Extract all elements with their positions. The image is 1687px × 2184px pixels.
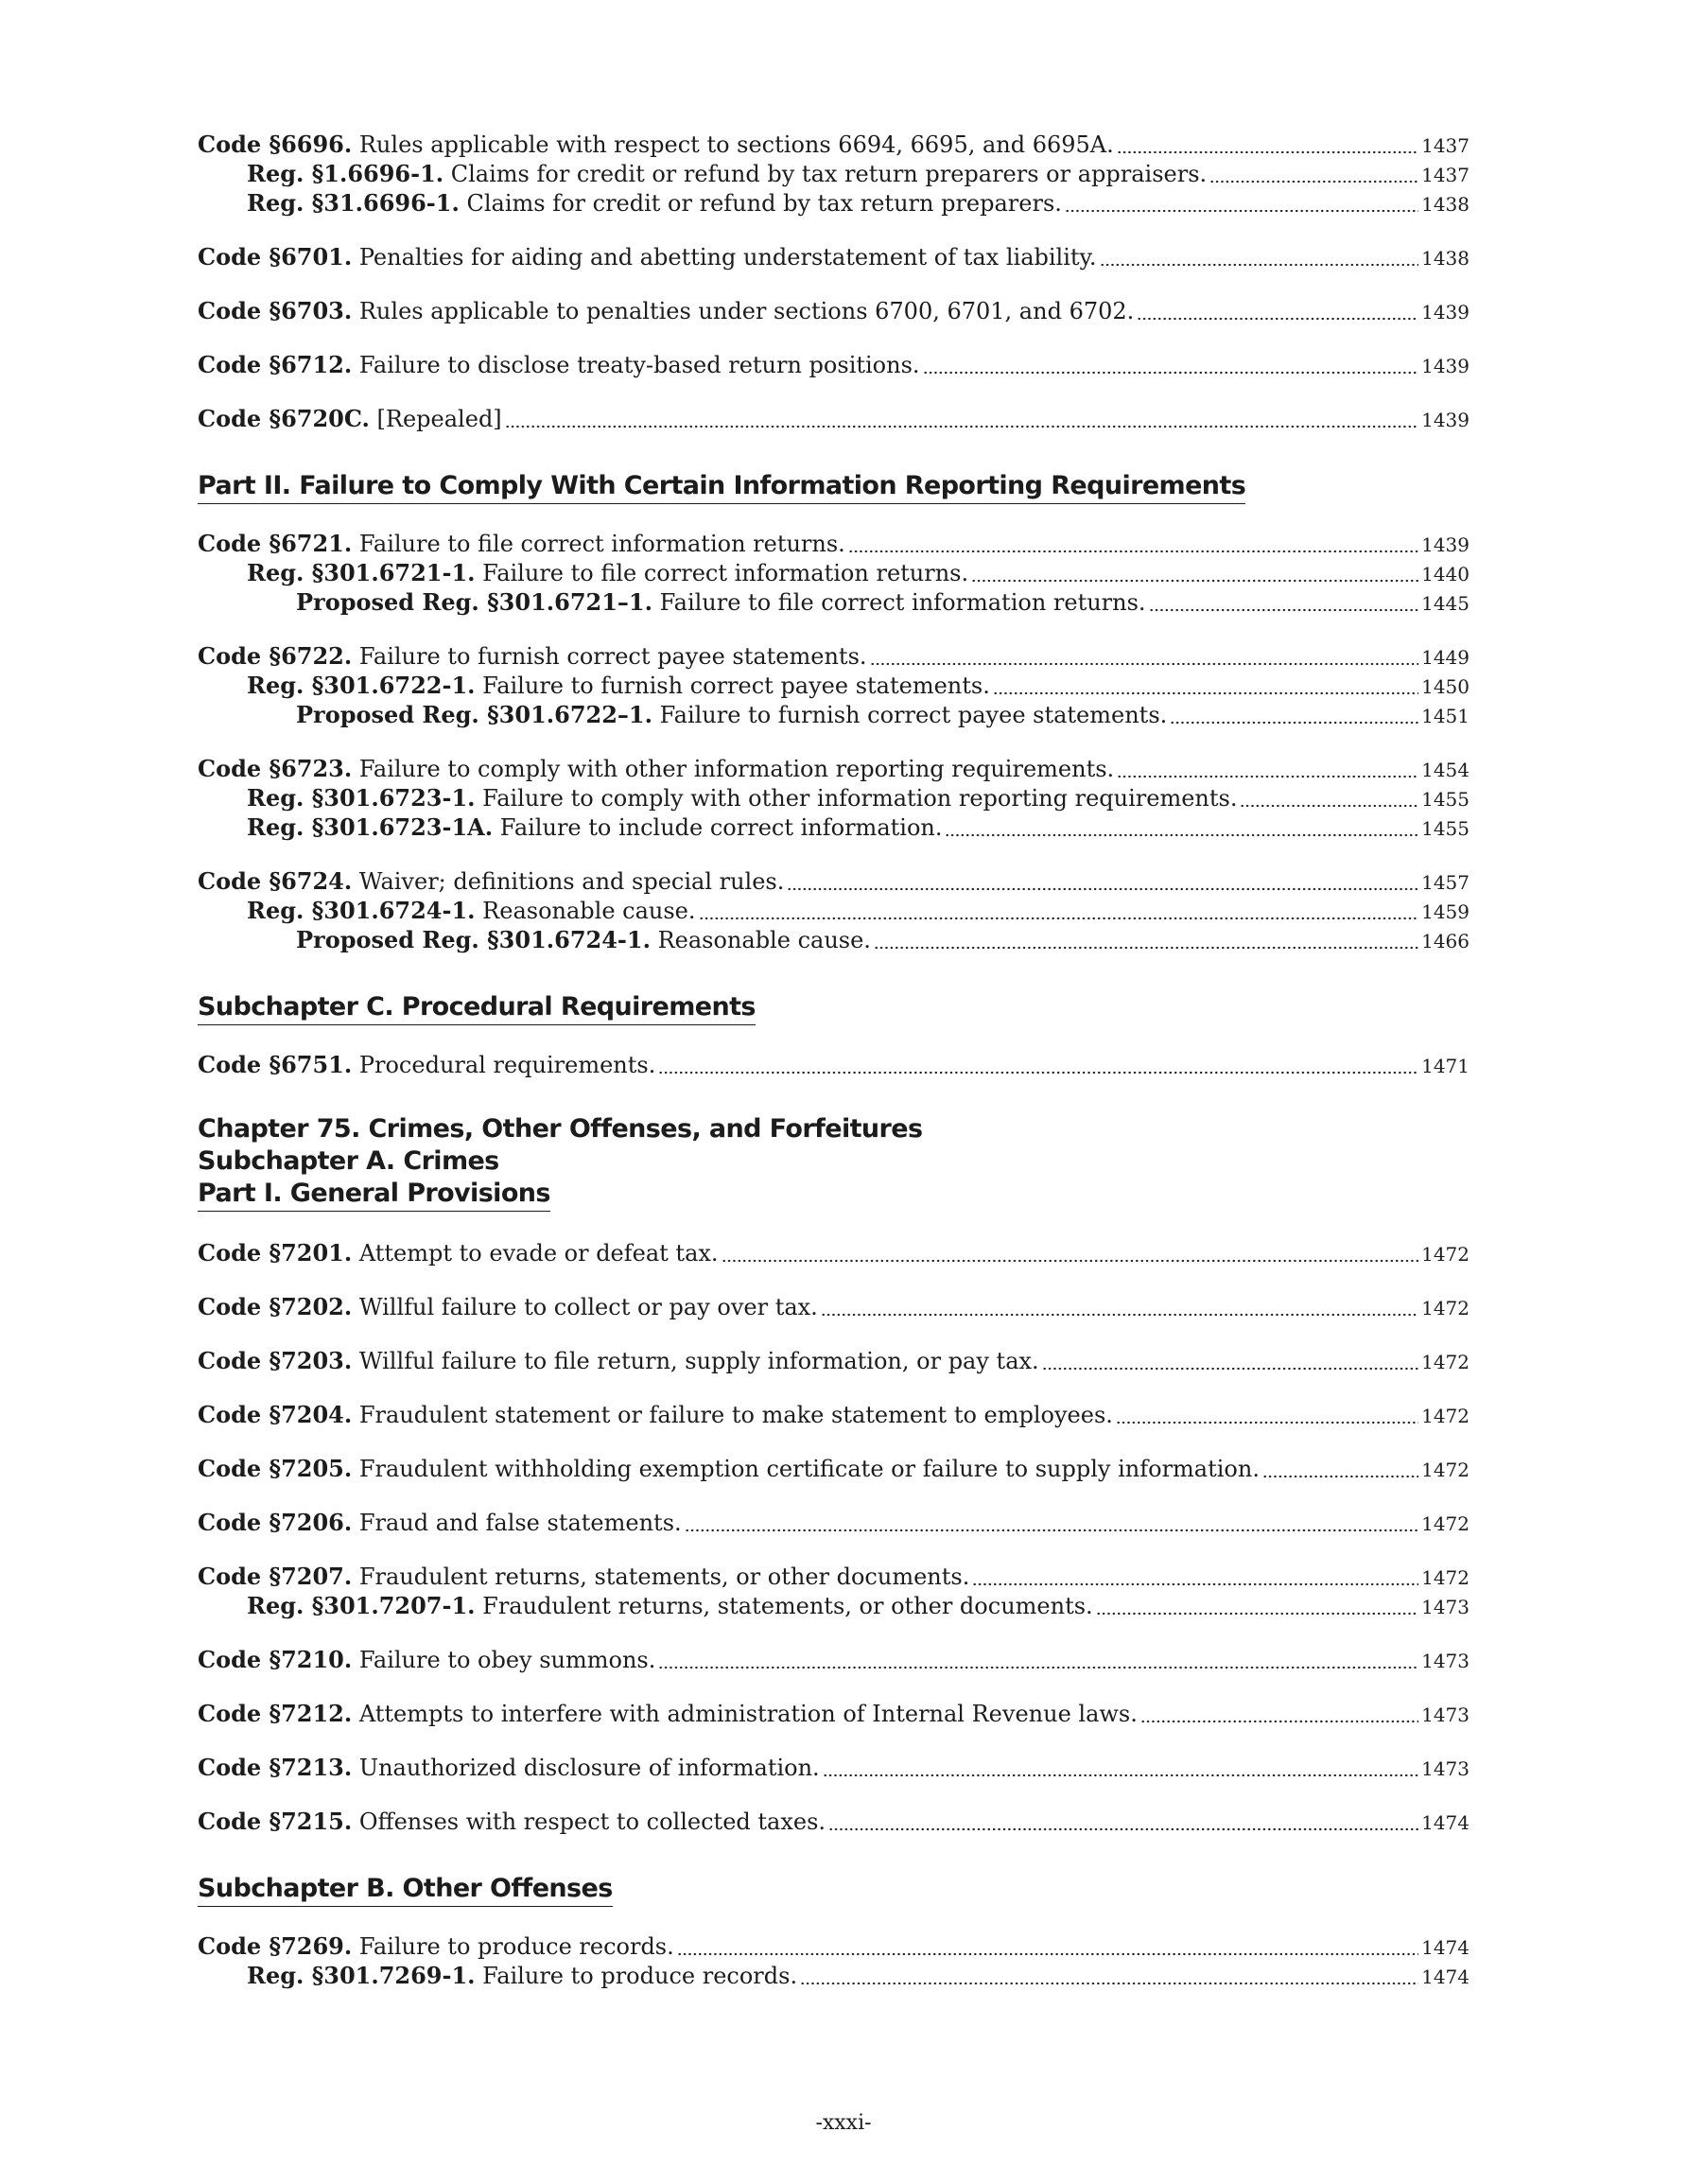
dot-leader <box>1170 700 1418 730</box>
section-heading: Part II. Failure to Comply With Certain Information Reporting Requirements <box>198 470 1245 504</box>
dot-leader <box>923 350 1419 380</box>
entry-code: Code §6701. <box>198 243 353 271</box>
toc-entry <box>198 1400 1470 1430</box>
entry-title: Rules applicable to penalties under sections 6700, 6701, and 6702. <box>358 298 1135 324</box>
entry-page: 1439 <box>1421 533 1470 556</box>
toc-entry <box>198 754 1470 784</box>
toc-entry <box>247 558 1470 588</box>
page-number: -xxxi- <box>815 2111 872 2135</box>
entry-code: Code §6723. <box>198 755 353 782</box>
toc-entry <box>247 188 1470 218</box>
entry-page: 1439 <box>1421 301 1470 323</box>
dot-leader <box>1137 296 1418 326</box>
entry-code: Code §6696. <box>198 131 353 158</box>
entry-code: Code §6703. <box>198 297 353 324</box>
toc-entry <box>247 896 1470 926</box>
entry-code: Code §7269. <box>198 1932 353 1960</box>
entry-code: Code §7205. <box>198 1455 353 1482</box>
dot-leader <box>870 641 1419 672</box>
entry-title: Willful failure to file return, supply information, or pay tax. <box>358 1348 1039 1374</box>
chapter-heading: Chapter 75. Crimes, Other Offenses, and Forfeitures <box>198 1114 923 1144</box>
entry-title: Offenses with respect to collected taxes. <box>358 1808 826 1835</box>
entry-code: Proposed Reg. §301.6722–1. <box>296 701 652 728</box>
entry-page: 1450 <box>1421 675 1470 698</box>
entry-title: Waiver; definitions and special rules. <box>358 868 785 895</box>
dot-leader <box>1100 242 1419 272</box>
entry-page: 1473 <box>1421 1704 1470 1726</box>
section-heading: Subchapter B. Other Offenses <box>198 1873 613 1907</box>
entry-code: Reg. §301.7269-1. <box>247 1962 476 1989</box>
entry-page: 1457 <box>1421 871 1470 894</box>
toc-entry <box>247 783 1470 813</box>
dot-leader <box>1117 130 1418 160</box>
entry-page: 1439 <box>1421 409 1470 431</box>
entry-code: Code §7203. <box>198 1347 353 1374</box>
entry-title: Willful failure to collect or pay over tax. <box>358 1294 818 1320</box>
entry-page: 1472 <box>1421 1405 1470 1427</box>
entry-code: Reg. §31.6696-1. <box>247 189 460 217</box>
dot-leader <box>685 1508 1418 1538</box>
entry-title: Failure to produce records. <box>482 1963 798 1989</box>
toc-entry <box>198 866 1470 897</box>
dot-leader <box>1116 1400 1418 1430</box>
entry-title: Failure to comply with other information reporting requirements. <box>482 785 1238 812</box>
dot-leader <box>848 529 1418 559</box>
entry-page: 1440 <box>1421 563 1470 585</box>
toc-entry <box>247 812 1470 843</box>
toc-entry <box>198 1346 1470 1376</box>
entry-page: 1445 <box>1421 592 1470 615</box>
toc-entry <box>247 159 1470 189</box>
entry-code: Reg. §301.6723-1A. <box>247 813 494 841</box>
toc-entry <box>198 1050 1470 1080</box>
dot-leader <box>1096 1591 1418 1621</box>
entry-title: Fraudulent returns, statements, or other documents. <box>358 1564 970 1590</box>
dot-leader <box>505 404 1418 434</box>
entry-code: Code §7201. <box>198 1239 353 1267</box>
entry-page: 1473 <box>1421 1757 1470 1780</box>
entry-title: Rules applicable with respect to sections 6694, 6695, and 6695A. <box>358 131 1114 158</box>
entry-code: Reg. §301.6724-1. <box>247 897 476 924</box>
entry-code: Code §7202. <box>198 1293 353 1320</box>
entry-title: Claims for credit or refund by tax return preparers. <box>466 190 1062 217</box>
entry-page: 1449 <box>1421 646 1470 669</box>
dot-leader <box>658 1050 1418 1080</box>
toc-entry <box>296 925 1470 955</box>
dot-leader <box>972 1562 1418 1592</box>
entry-page: 1439 <box>1421 355 1470 377</box>
dot-leader <box>658 1645 1418 1675</box>
dot-leader <box>993 671 1418 701</box>
entry-page: 1455 <box>1421 817 1470 840</box>
entry-page: 1473 <box>1421 1596 1470 1618</box>
dot-leader <box>800 1961 1418 1991</box>
entry-page: 1473 <box>1421 1650 1470 1672</box>
entry-title: Attempts to interfere with administration of Internal Revenue laws. <box>358 1701 1138 1727</box>
entry-title: Failure to obey summons. <box>358 1647 656 1673</box>
entry-code: Reg. §301.7207-1. <box>247 1592 476 1619</box>
toc-entry <box>198 404 1470 434</box>
entry-page: 1474 <box>1421 1966 1470 1988</box>
entry-code: Code §7206. <box>198 1509 353 1536</box>
entry-title: Failure to furnish correct payee statements. <box>358 643 867 670</box>
entry-page: 1466 <box>1421 930 1470 952</box>
entry-page: 1472 <box>1421 1351 1470 1373</box>
toc-entry <box>198 529 1470 559</box>
dot-leader <box>722 1238 1419 1268</box>
toc-entry <box>198 1454 1470 1484</box>
entry-code: Code §7212. <box>198 1700 353 1727</box>
toc-entry <box>198 1931 1470 1962</box>
toc-entry <box>198 296 1470 326</box>
entry-title: Failure to file correct information returns. <box>659 589 1146 616</box>
entry-code: Code §6712. <box>198 351 353 378</box>
entry-code: Code §7213. <box>198 1754 353 1781</box>
entry-title: Failure to file correct information returns. <box>482 560 969 586</box>
entry-title: Unauthorized disclosure of information. <box>358 1755 820 1781</box>
dot-leader <box>1209 159 1418 189</box>
toc-entry <box>198 1292 1470 1322</box>
entry-code: Proposed Reg. §301.6724-1. <box>296 926 651 953</box>
toc-entry <box>247 1591 1470 1621</box>
entry-title: Fraud and false statements. <box>358 1510 682 1536</box>
entry-page: 1472 <box>1421 1566 1470 1589</box>
toc-entry <box>296 587 1470 618</box>
dot-leader <box>1065 188 1418 218</box>
dot-leader <box>823 1753 1418 1783</box>
entry-title: Failure to file correct information returns. <box>358 531 845 557</box>
entry-title: Procedural requirements. <box>358 1052 656 1078</box>
entry-code: Proposed Reg. §301.6721–1. <box>296 588 652 616</box>
entry-code: Code §6724. <box>198 867 353 895</box>
dot-leader <box>828 1807 1418 1837</box>
entry-title: Reasonable cause. <box>482 898 696 924</box>
entry-title: Reasonable cause. <box>657 927 871 953</box>
dot-leader <box>1117 754 1418 784</box>
entry-title: Failure to disclose treaty-based return positions. <box>358 352 920 378</box>
entry-page: 1472 <box>1421 1459 1470 1481</box>
toc-entry <box>198 1562 1470 1592</box>
dot-leader <box>1042 1346 1418 1376</box>
entry-code: Reg. §301.6722-1. <box>247 672 476 699</box>
toc-entry <box>296 700 1470 730</box>
entry-page: 1472 <box>1421 1512 1470 1535</box>
entry-page: 1438 <box>1421 193 1470 216</box>
entry-page: 1438 <box>1421 247 1470 270</box>
entry-title: Fraudulent statement or failure to make statement to employees. <box>358 1402 1113 1428</box>
entry-page: 1455 <box>1421 788 1470 811</box>
dot-leader <box>971 558 1418 588</box>
entry-title: Failure to comply with other information reporting requirements. <box>358 756 1115 782</box>
entry-title: Fraudulent withholding exemption certificate or failure to supply information. <box>358 1456 1260 1482</box>
toc-entry <box>198 1645 1470 1675</box>
toc-entry <box>198 350 1470 380</box>
dot-leader <box>945 812 1418 843</box>
entry-code: Code §7210. <box>198 1646 353 1673</box>
entry-code: Reg. §301.6721-1. <box>247 559 476 586</box>
toc-entry <box>198 1807 1470 1837</box>
entry-code: Reg. §1.6696-1. <box>247 160 444 187</box>
entry-code: Code §6721. <box>198 530 353 557</box>
dot-leader <box>1140 1699 1418 1729</box>
section-heading: Subchapter C. Procedural Requirements <box>198 991 756 1025</box>
dot-leader <box>699 896 1419 926</box>
entry-page: 1474 <box>1421 1936 1470 1959</box>
entry-code: Code §6751. <box>198 1051 353 1078</box>
entry-code: Code §7207. <box>198 1563 353 1590</box>
entry-page: 1451 <box>1421 705 1470 727</box>
dot-leader <box>677 1931 1418 1962</box>
toc-entry <box>247 671 1470 701</box>
entry-code: Reg. §301.6723-1. <box>247 784 476 812</box>
toc-entry <box>198 1699 1470 1729</box>
entry-title: Failure to produce records. <box>358 1933 674 1960</box>
toc-entry <box>198 1753 1470 1783</box>
dot-leader <box>1149 587 1419 618</box>
entry-page: 1437 <box>1421 164 1470 186</box>
entry-code: Code §7204. <box>198 1401 353 1428</box>
entry-title: Penalties for aiding and abetting understatement of tax liability. <box>358 244 1097 271</box>
part-heading: Part I. General Provisions <box>198 1178 550 1212</box>
toc-entry <box>247 1961 1470 1991</box>
toc-entry <box>198 1508 1470 1538</box>
toc-entry <box>198 1238 1470 1268</box>
entry-title: Failure to furnish correct payee statements. <box>482 673 990 699</box>
entry-code: Code §6722. <box>198 642 353 670</box>
entry-title: Attempt to evade or defeat tax. <box>358 1240 719 1267</box>
dot-leader <box>821 1292 1418 1322</box>
dot-leader <box>787 866 1418 897</box>
toc-entry <box>198 130 1470 160</box>
subchapter-heading: Subchapter A. Crimes <box>198 1146 499 1176</box>
entry-page: 1472 <box>1421 1243 1470 1266</box>
entry-page: 1472 <box>1421 1297 1470 1319</box>
toc-entry <box>198 641 1470 672</box>
entry-title: Claims for credit or refund by tax return preparers or appraisers. <box>450 161 1208 187</box>
entry-title: [Repealed] <box>376 406 502 432</box>
entry-code: Code §6720C. <box>198 405 370 432</box>
dot-leader <box>874 925 1418 955</box>
entry-title: Failure to include correct information. <box>499 814 943 841</box>
toc-entry <box>198 242 1470 272</box>
dot-leader <box>1262 1454 1418 1484</box>
entry-page: 1454 <box>1421 759 1470 781</box>
entry-title: Fraudulent returns, statements, or other documents. <box>482 1593 1093 1619</box>
entry-title: Failure to furnish correct payee statements. <box>659 702 1168 728</box>
entry-page: 1459 <box>1421 900 1470 923</box>
entry-page: 1471 <box>1421 1055 1470 1077</box>
entry-page: 1437 <box>1421 134 1470 157</box>
entry-code: Code §7215. <box>198 1808 353 1835</box>
entry-page: 1474 <box>1421 1811 1470 1834</box>
dot-leader <box>1240 783 1418 813</box>
